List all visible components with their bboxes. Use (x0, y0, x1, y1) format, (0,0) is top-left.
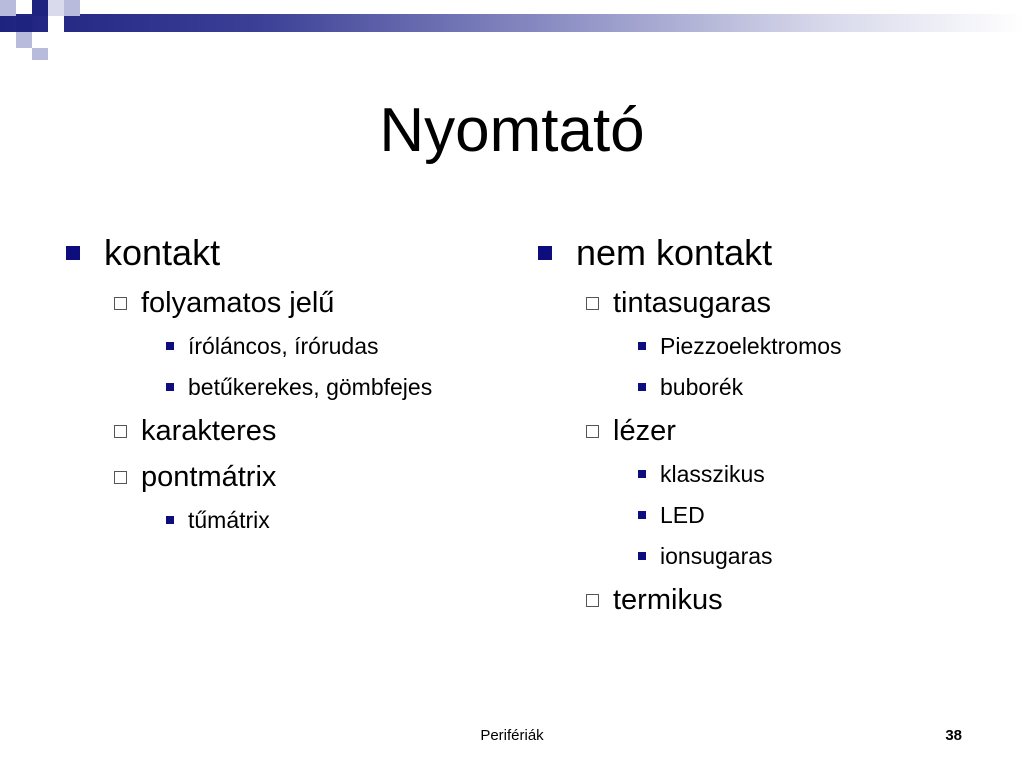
level2-label: termikus (613, 583, 723, 616)
square-bullet-icon (538, 246, 552, 260)
level2-label: lézer (613, 414, 676, 447)
level1-item (534, 230, 994, 276)
hollow-square-bullet-icon (114, 471, 127, 484)
level1-label: nem kontakt (576, 232, 773, 273)
level2-item (114, 412, 502, 450)
level3-label: LED (660, 501, 705, 528)
level3-item (166, 330, 502, 362)
small-square-bullet-icon (638, 470, 646, 478)
level1-label: kontakt (104, 232, 221, 273)
level3-item (638, 499, 994, 531)
hollow-square-bullet-icon (114, 297, 127, 310)
level3-label: klasszikus (660, 460, 765, 487)
level2-label: pontmátrix (141, 460, 277, 493)
hollow-square-bullet-icon (586, 297, 599, 310)
decor-square (32, 32, 48, 48)
right-column (534, 230, 994, 627)
left-column (62, 230, 502, 545)
level3-label: Piezzoelektromos (660, 332, 842, 359)
header-gradient-bar (0, 14, 1024, 32)
level2-item (586, 284, 994, 322)
page-number: 38 (945, 727, 962, 744)
level3-item (638, 540, 994, 572)
hollow-square-bullet-icon (586, 425, 599, 438)
level2-label: tintasugaras (613, 286, 771, 319)
level2-item (586, 412, 994, 450)
hollow-square-bullet-icon (114, 425, 127, 438)
small-square-bullet-icon (638, 342, 646, 350)
hollow-square-bullet-icon (586, 594, 599, 607)
level3-label: íróláncos, írórudas (188, 332, 379, 359)
level3-label: buborék (660, 373, 744, 400)
level2-label: folyamatos jelű (141, 286, 335, 319)
decor-square (48, 16, 64, 32)
level3-label: ionsugaras (660, 542, 773, 569)
decor-square (48, 0, 64, 16)
small-square-bullet-icon (638, 511, 646, 519)
small-square-bullet-icon (166, 383, 174, 391)
small-square-bullet-icon (166, 516, 174, 524)
level1-item (62, 230, 502, 276)
small-square-bullet-icon (166, 342, 174, 350)
level3-item (166, 371, 502, 403)
level3-item (638, 330, 994, 362)
decor-square (16, 16, 32, 32)
small-square-bullet-icon (638, 383, 646, 391)
square-bullet-icon (66, 246, 80, 260)
decor-square (16, 32, 32, 48)
level2-item (114, 458, 502, 496)
decor-square (64, 0, 80, 16)
small-square-bullet-icon (638, 552, 646, 560)
level3-item (638, 458, 994, 490)
level2-item (114, 284, 502, 322)
level3-item (638, 371, 994, 403)
level2-label: karakteres (141, 414, 277, 447)
level3-item (166, 504, 502, 536)
decor-square (32, 0, 48, 16)
level3-label: betűkerekes, gömbfejes (188, 373, 433, 400)
decor-square (0, 0, 16, 16)
level3-label: tűmátrix (188, 506, 270, 533)
level2-item (586, 581, 994, 619)
decor-square (32, 48, 48, 60)
footer-text: Perifériák (480, 727, 544, 744)
slide-title: Nyomtató (379, 96, 645, 165)
